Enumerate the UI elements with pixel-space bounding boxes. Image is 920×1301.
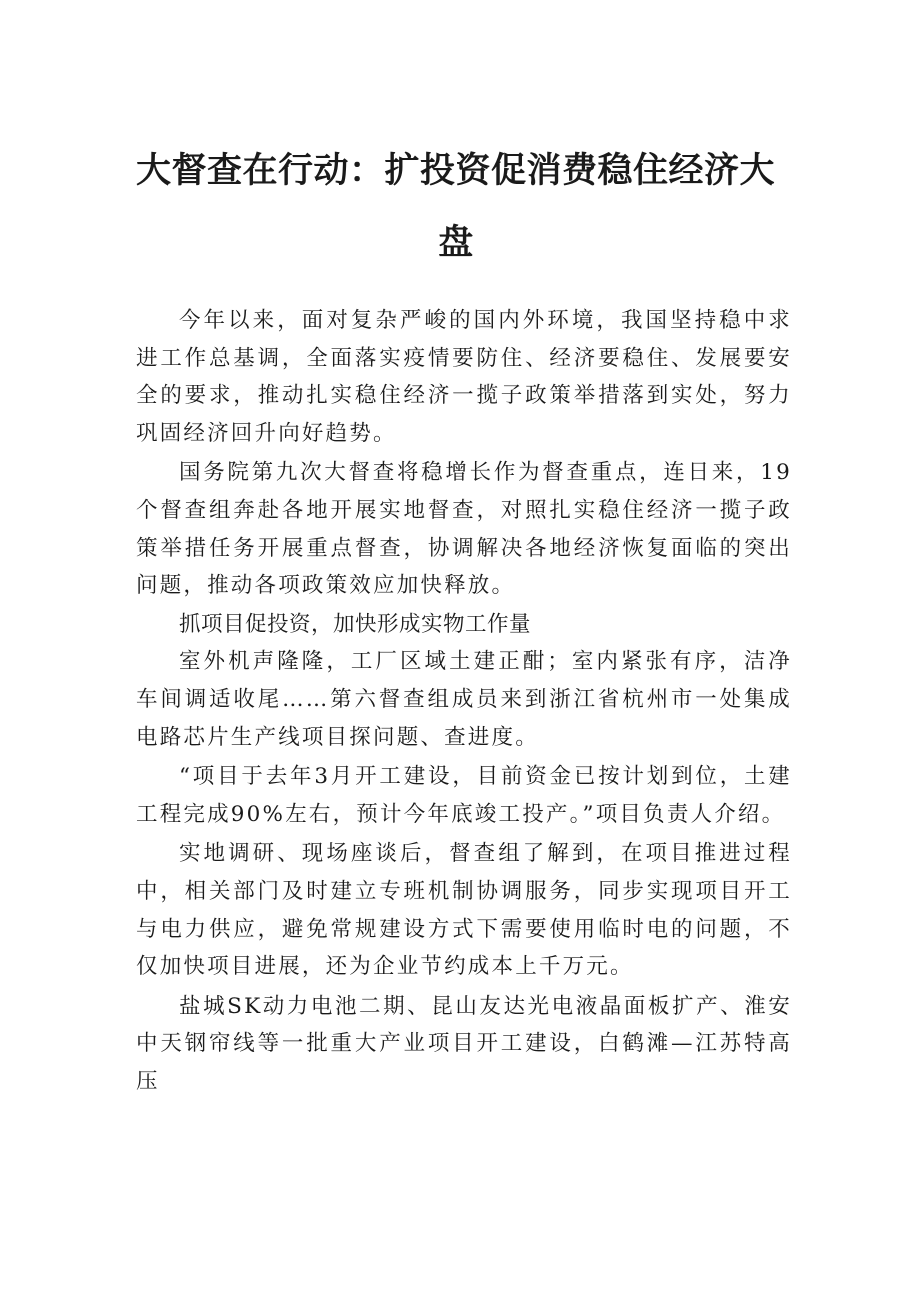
paragraph: 盐城SK动力电池二期、昆山友达光电液晶面板扩产、淮安中天钢帘线等一批重大产业项目开工建设，白鹤滩—江苏特高压 bbox=[136, 993, 792, 1094]
title-line-2: 盘 bbox=[438, 223, 474, 263]
paragraph: 室外机声隆隆，工厂区域土建正酣；室内紧张有序，洁净车间调适收尾……第六督查组成员来到浙江省杭州市一处集成电路芯片生产线项目探问题、查进度。 bbox=[136, 649, 792, 750]
paragraph: 今年以来，面对复杂严峻的国内外环境，我国坚持稳中求进工作总基调，全面落实疫情要防住、经济要稳住、发展要安全的要求，推动扎实稳住经济一揽子政策举措落到实处，努力巩固经济回升向好趋势。 bbox=[136, 308, 792, 446]
paragraph: 实地调研、现场座谈后，督查组了解到，在项目推进过程中，相关部门及时建立专班机制协调服务，同步实现项目开工与电力供应，避免常规建设方式下需要使用临时电的问题，不仅加快项目进展，还为企业节约成本上千万元。 bbox=[136, 841, 792, 980]
document-body bbox=[136, 302, 792, 1100]
paragraph: “项目于去年3月开工建设，目前资金已按计划到位，土建工程完成90%左右，预计今年底竣工投产。”项目负责人介绍。 bbox=[136, 764, 792, 827]
title-line-1: 大督查在行动：扩投资促消费稳住经济大 bbox=[136, 151, 776, 191]
paragraph: 国务院第九次大督查将稳增长作为督查重点，连日来，19个督查组奔赴各地开展实地督查，对照扎实稳住经济一揽子政策举措任务开展重点督查，协调解决各地经济恢复面临的突出问题，推动各项政策效应加快释放。 bbox=[136, 460, 792, 599]
document-title bbox=[136, 135, 796, 279]
section-heading: 抓项目促投资，加快形成实物工作量 bbox=[179, 611, 532, 637]
